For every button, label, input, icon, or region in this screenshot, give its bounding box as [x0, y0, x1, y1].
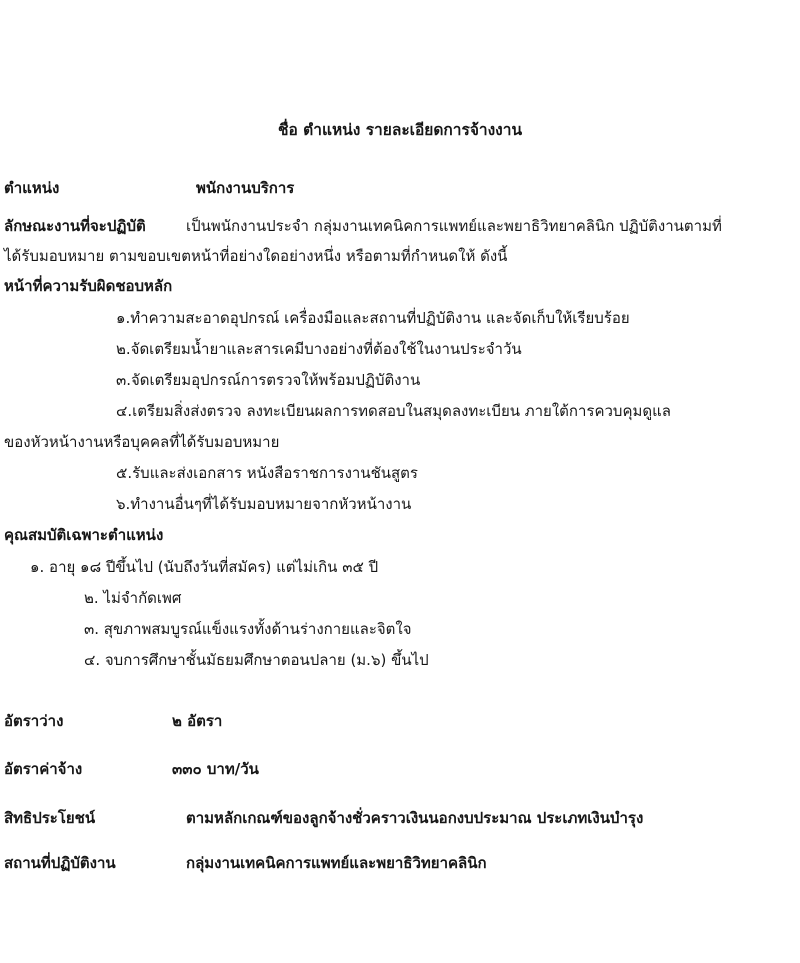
duties-heading: หน้าที่ความรับผิดชอบหลัก: [4, 277, 173, 295]
workplace-value: กลุ่มงานเทคนิคการแพทย์และพยาธิวิทยาคลินิก: [186, 854, 487, 872]
qualification-4: ๔. จบการศึกษาชั้นมัธยมศึกษาตอนปลาย (ม.๖) ขึ้นไป: [84, 651, 429, 669]
qualification-3: ๓. สุขภาพสมบูรณ์แข็งแรงทั้งด้านร่างกายและจิตใจ: [84, 620, 412, 638]
qualification-2: ๒. ไม่จำกัดเพศ: [84, 589, 182, 607]
work-nature-line-2: ได้รับมอบหมาย ตามขอบเขตหน้าที่อย่างใดอย่างหนึ่ง หรือตามที่กำหนดให้ ดังนี้: [4, 247, 508, 265]
qualification-1: ๑. อายุ ๑๘ ปีขึ้นไป (นับถึงวันที่สมัคร) แต่ไม่เกิน ๓๕ ปี: [30, 558, 379, 576]
position-label: ตำแหน่ง: [4, 179, 60, 197]
duty-item-1: ๑.ทำความสะอาดอุปกรณ์ เครื่องมือและสถานที่ปฏิบัติงาน และจัดเก็บให้เรียบร้อย: [116, 309, 630, 327]
duty-item-4-line-2: ของหัวหน้างานหรือบุคคลที่ได้รับมอบหมาย: [4, 433, 280, 451]
benefits-value: ตามหลักเกณฑ์ของลูกจ้างชั่วคราวเงินนอกงบประมาณ ประเภทเงินบำรุง: [186, 809, 644, 827]
duty-item-2: ๒.จัดเตรียมน้ำยาและสารเคมีบางอย่างที่ต้องใช้ในงานประจำวัน: [116, 340, 522, 358]
work-nature-label: ลักษณะงานที่จะปฏิบัติ: [4, 217, 146, 235]
workplace-label: สถานที่ปฏิบัติงาน: [4, 854, 116, 872]
qualifications-heading: คุณสมบัติเฉพาะตำแหน่ง: [4, 526, 164, 544]
duty-item-4-line-1: ๔.เตรียมสิ่งส่งตรวจ ลงทะเบียนผลการทดสอบในสมุดลงทะเบียน ภายใต้การควบคุมดูแล: [116, 402, 671, 420]
vacancies-value: ๒ อัตรา: [172, 712, 223, 730]
work-nature-line-1: เป็นพนักงานประจำ กลุ่มงานเทคนิคการแพทย์และพยาธิวิทยาคลินิก ปฏิบัติงานตามที่: [186, 217, 722, 235]
duty-item-3: ๓.จัดเตรียมอุปกรณ์การตรวจให้พร้อมปฏิบัติงาน: [116, 371, 421, 389]
benefits-label: สิทธิประโยชน์: [4, 809, 96, 827]
vacancies-label: อัตราว่าง: [4, 712, 64, 730]
duty-item-6: ๖.ทำงานอื่นๆที่ได้รับมอบหมายจากหัวหน้างาน: [116, 495, 412, 513]
document-title: ชื่อ ตำแหน่ง รายละเอียดการจ้างงาน: [277, 121, 523, 139]
duty-item-5: ๕.รับและส่งเอกสาร หนังสือราชการงานชันสูตร: [116, 464, 418, 482]
wage-label: อัตราค่าจ้าง: [4, 760, 83, 778]
position-value: พนักงานบริการ: [196, 179, 295, 197]
wage-value: ๓๓๐ บาท/วัน: [172, 760, 259, 778]
